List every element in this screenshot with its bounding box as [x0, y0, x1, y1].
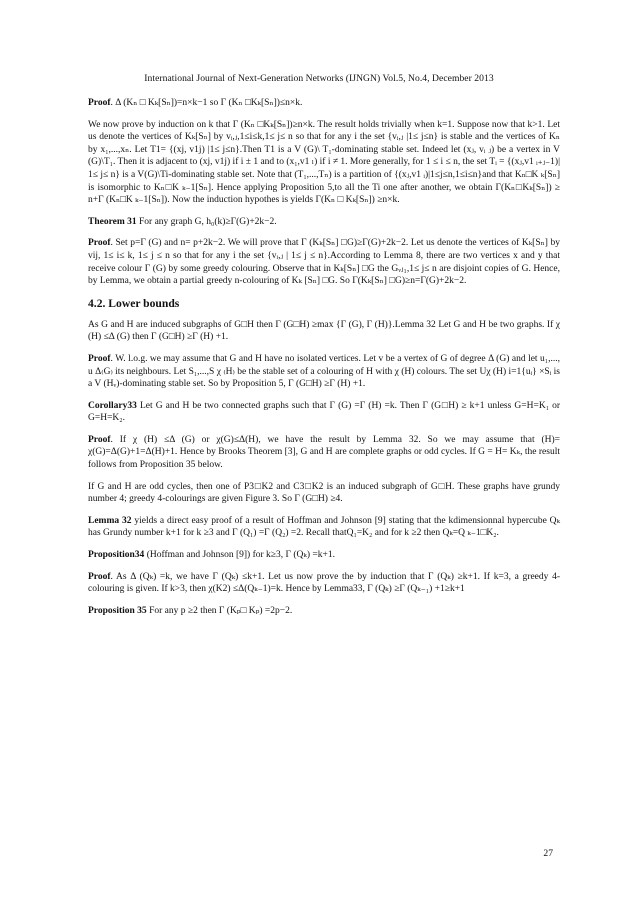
paragraph-lead: Proof	[88, 434, 111, 445]
paragraph-text: If G and H are odd cycles, then one of P3□K2 and C3□K2 is an induced subgraph of G□H. These graphs have grundy number 4; greedy 4-colourings are given Figure 3. So Γ (G□H) ≥4.	[88, 481, 560, 505]
paragraph	[88, 571, 560, 596]
paragraph-lead: Proof	[88, 98, 111, 108]
paragraph	[88, 119, 560, 207]
paragraph	[88, 400, 560, 425]
section-heading: 4.2. Lower bounds	[88, 296, 180, 310]
paragraph-text: . W. l.o.g. we may assume that G and H have no isolated vertices. Let v be a vertex of G of degree Δ (G) and let u₁,..., u Δ₍G₎ its neighbours. Let S₁,...,S χ ₍H₎ be the stable set of a colouring of H with χ (H) colours. The set U⁠χ (H) i=1{uᵢ} ×Sᵢ is a V (Hᵥ)-dominating stable set. So by Proposition 5, Γ (G□H) ≥Γ (H) +1.	[88, 353, 560, 390]
paragraph-lead: Proposition34	[88, 550, 145, 561]
paragraph-lead: Proof	[88, 571, 111, 582]
paragraph-lead: Proposition 35	[88, 605, 147, 616]
paragraph	[88, 97, 560, 110]
paragraph-lead: Corollary33	[88, 400, 137, 411]
paragraph-text: . Set p=Γ (G) and n= p+2k−2. We will prove that Γ (Kₖ[Sₙ] □G)≥Γ(G)+2k−2. Let us denote the vertices of Kₖ[Sₙ] by vij, 1≤ i≤ k, 1≤ j ≤ n so that for any i the set {vᵢ,ⱼ | 1≤ j ≤ n}.According to Lemma 8, there are two vertices x and y that receive colour Γ (G) by some greedy colouring. Observe that in Kₖ[Sₙ] □G the Gᵥⱼ₁,1≤ j≤ n are disjoint copies of G. Hence, by Lemma, we obtain a partial greedy n-colouring of Kₖ [Sₙ] □G. So Γ(Kₖ[Sₙ] □G)≥n=Γ(G)+2k−2.	[88, 238, 560, 287]
running-header: International Journal of Next-Generation Networks (IJNGN) Vol.5, No.4, December 2013	[144, 73, 494, 84]
paragraph	[88, 515, 560, 540]
paragraph-text: We now prove by induction on k that Γ (Kₙ □Kₖ[Sₙ])≥n×k. The result holds trivially when k=1. Suppose now that k>1. Let us denote the vertices of Kₖ[Sₙ] by vᵢ,ⱼ,1≤i≤k,1≤ j≤ n so that for any i the set {vᵢ,ⱼ |1≤ j≤n} is stable and the vertices of Kₙ by x₁,...,xₙ. Let T1= {(xj, v1j) |1≤ j≤n}.Then T1 is a V (G)\ T₁-dominating stable set. Indeed let (xⱼ, vᵢ ⱼ) be a vertex in V (G)\T₁. Then it is adjacent to (xj, v1j) if i ± 1 and to (x₁,v1 ₗ) if i ≠ 1. More generally, for 1 ≤ i ≤ n, the set Tᵢ = {(xⱼ,v1 ᵢ₊ⱼ₋1)| 1≤ j≤ n} is a V(G)\Ti-dominating stable set. Note that (T₁,...,Tₙ) is a partition of {(xⱼ,v1 ᵢ)|1≤j≤n,1≤i≤n}and that Kₙ□K ₖ[Sₙ] is isomorphic to Kₙ□K ₖ₋1[Sₙ]. Hence applying Proposition 5,to all the Ti one after another, we obtain Γ(Kₙ□Kₖ[Sₙ]) ≥ n+Γ (Kₙ□K ₖ₋1[Sₙ]). Now the induction hypothes is yields Γ(Kₙ □ Kₖ[Sₙ]) ≥n×k.	[88, 119, 560, 206]
paragraph	[88, 605, 560, 618]
paragraph-lead: Proof	[88, 353, 111, 364]
paragraph-text: . Δ (Kₙ □ Kₖ[Sₙ])=n×k−1 so Γ (Kₙ □Kₖ[Sₙ])≤n×k.	[110, 98, 303, 108]
paragraph-text: As G and H are induced subgraphs of G□H then Γ (G□H) ≥max {Γ (G), Γ (H)}.Lemma 32 Let G and H be two graphs. If χ (H) ≤Δ (G) then Γ (G□H) ≥Γ (H) +1.	[88, 319, 560, 343]
paragraph-text: yields a direct easy proof of a result of Hoffman and Johnson [9] stating that the kdimensionnal hypercube Qₖ has Grundy number k+1 for k ≥3 and Γ (Q₁) =Γ (Q₂) =2. Recall thatQ₁=K₂ and for k ≥2 then Qₖ=Q ₖ₋1□K₂.	[88, 515, 560, 539]
document-body	[88, 97, 560, 626]
page-number: 27	[543, 848, 553, 859]
paragraph	[88, 237, 560, 287]
paragraph	[88, 319, 560, 344]
paragraph	[88, 216, 560, 229]
paragraph	[88, 481, 560, 506]
paragraph-text: . If χ (H) ≤Δ (G) or χ(G)≤Δ(H), we have the result by Lemma 32. So we may assume that (H)= χ(G)=Δ(G)+1=Δ(H)+1. Hence by Brooks Theorem [3], G and H are complete graphs or odd cycles. If G = H= Kₖ, the result follows from Proposition 35 below.	[88, 434, 560, 471]
paragraph	[88, 549, 560, 562]
paragraph	[88, 434, 560, 472]
paragraph-lead: Theorem 31	[88, 216, 137, 227]
paragraph-text: For any p ≥2 then Γ (Kₚ□ Kₚ) =2p−2.	[146, 605, 293, 616]
paragraph-text: . As Δ (Qₖ) =k, we have Γ (Qₖ) ≤k+1. Let us now prove the by induction that Γ (Qₖ) ≥k+1. If k=3, a greedy 4-colouring is given. If k>3, then χ(K2) ≤Δ(Qₖ₋1)=k. Hence by Lemma33, Γ (Qₖ) ≥Γ (Qₖ₋₁) +1≥k+1	[88, 571, 560, 595]
paragraph-lead: Lemma 32	[88, 515, 132, 526]
paragraph-text: Let G and H be two connected graphs such that Γ (G) =Γ (H) =k. Then Γ (G□H) ≥ k+1 unless G=H=K₁ or G=H=K₂.	[88, 400, 560, 424]
paragraph-lead: Proof	[88, 238, 111, 249]
paragraph-text: (Hoffman and Johnson [9]) for k≥3, Γ (Qₖ) =k+1.	[144, 550, 335, 561]
paragraph	[88, 353, 560, 391]
paragraph-text: For any graph G, h₀(k)≥Γ(G)+2k−2.	[136, 216, 277, 227]
